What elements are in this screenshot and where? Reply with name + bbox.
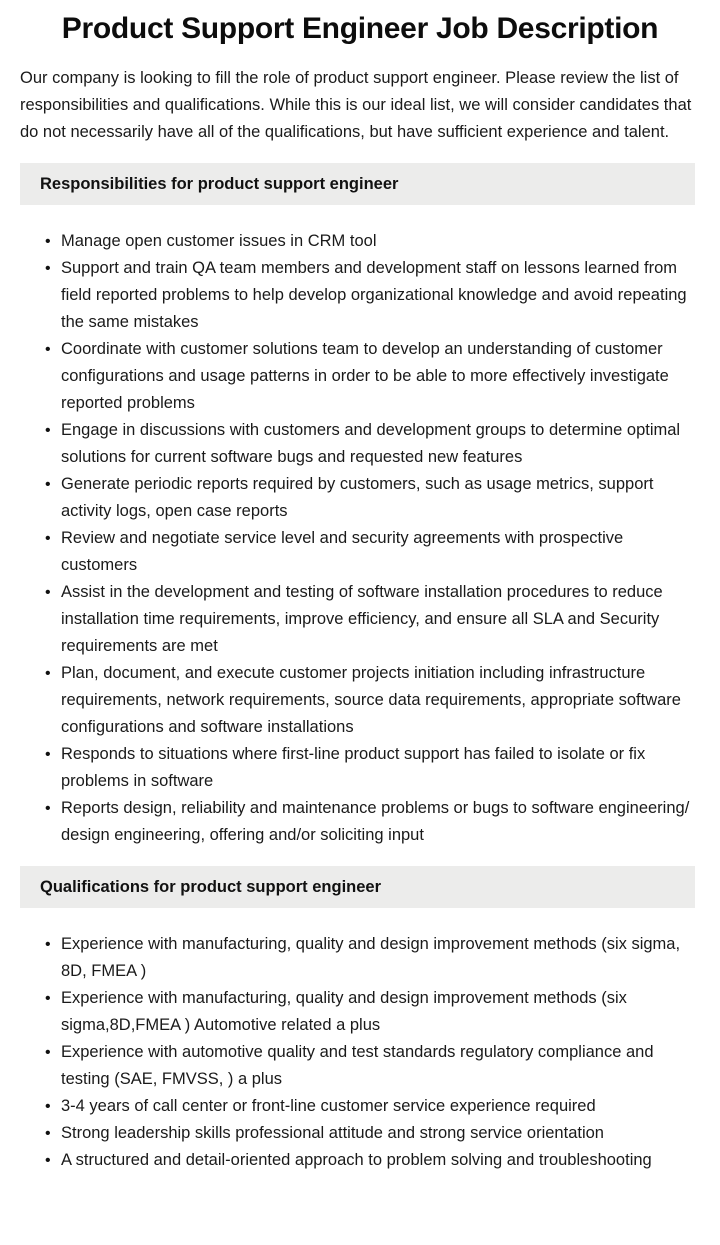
- list-item: • Strong leadership skills professional attitude and strong service orientation: [20, 1120, 694, 1147]
- list-item: • Coordinate with customer solutions team to develop an understanding of customer configurations and usage patterns in order to be able to more effectively investigate reported problems: [20, 336, 694, 417]
- list-item: • Experience with manufacturing, quality and design improvement methods (six sigma,8D,FMEA ) Automotive related a plus: [20, 985, 694, 1039]
- list-item: • Responds to situations where first-line product support has failed to isolate or fix problems in software: [20, 741, 694, 795]
- list-item: • Review and negotiate service level and security agreements with prospective customers: [20, 525, 694, 579]
- list-item: • Manage open customer issues in CRM tool: [20, 228, 694, 255]
- list-item: • Experience with automotive quality and test standards regulatory compliance and testing (SAE, FMVSS, ) a plus: [20, 1039, 694, 1093]
- section-header-responsibilities: Responsibilities for product support engineer: [20, 163, 695, 205]
- list-item: • A structured and detail-oriented approach to problem solving and troubleshooting: [20, 1147, 694, 1174]
- page-title: Product Support Engineer Job Description: [61, 12, 659, 45]
- list-item: • 3-4 years of call center or front-line customer service experience required: [20, 1093, 694, 1120]
- qualifications-list: [20, 931, 694, 1174]
- list-item: • Plan, document, and execute customer projects initiation including infrastructure requirements, network requirements, source data requirements, appropriate software configurations and software installations: [20, 660, 694, 741]
- list-item: • Experience with manufacturing, quality and design improvement methods (six sigma, 8D, FMEA ): [20, 931, 694, 985]
- intro-paragraph: Our company is looking to fill the role of product support engineer. Please review the list of responsibilities and qualifications. While this is our ideal list, we will consider candidates that do not necessarily have all of the qualifications, but have sufficient experience and talent.: [20, 69, 692, 141]
- list-item: • Support and train QA team members and development staff on lessons learned from field reported problems to help develop organizational knowledge and avoid repeating the same mistakes: [20, 255, 694, 336]
- responsibilities-list: [20, 228, 694, 849]
- list-item: • Reports design, reliability and maintenance problems or bugs to software engineering/ design engineering, offering and/or soliciting input: [20, 795, 694, 849]
- list-item: • Generate periodic reports required by customers, such as usage metrics, support activity logs, open case reports: [20, 471, 694, 525]
- section-header-qualifications: Qualifications for product support engineer: [20, 866, 695, 908]
- list-item: • Assist in the development and testing of software installation procedures to reduce installation time requirements, improve efficiency, and ensure all SLA and Security requirements are met: [20, 579, 694, 660]
- list-item: • Engage in discussions with customers and development groups to determine optimal solutions for current software bugs and requested new features: [20, 417, 694, 471]
